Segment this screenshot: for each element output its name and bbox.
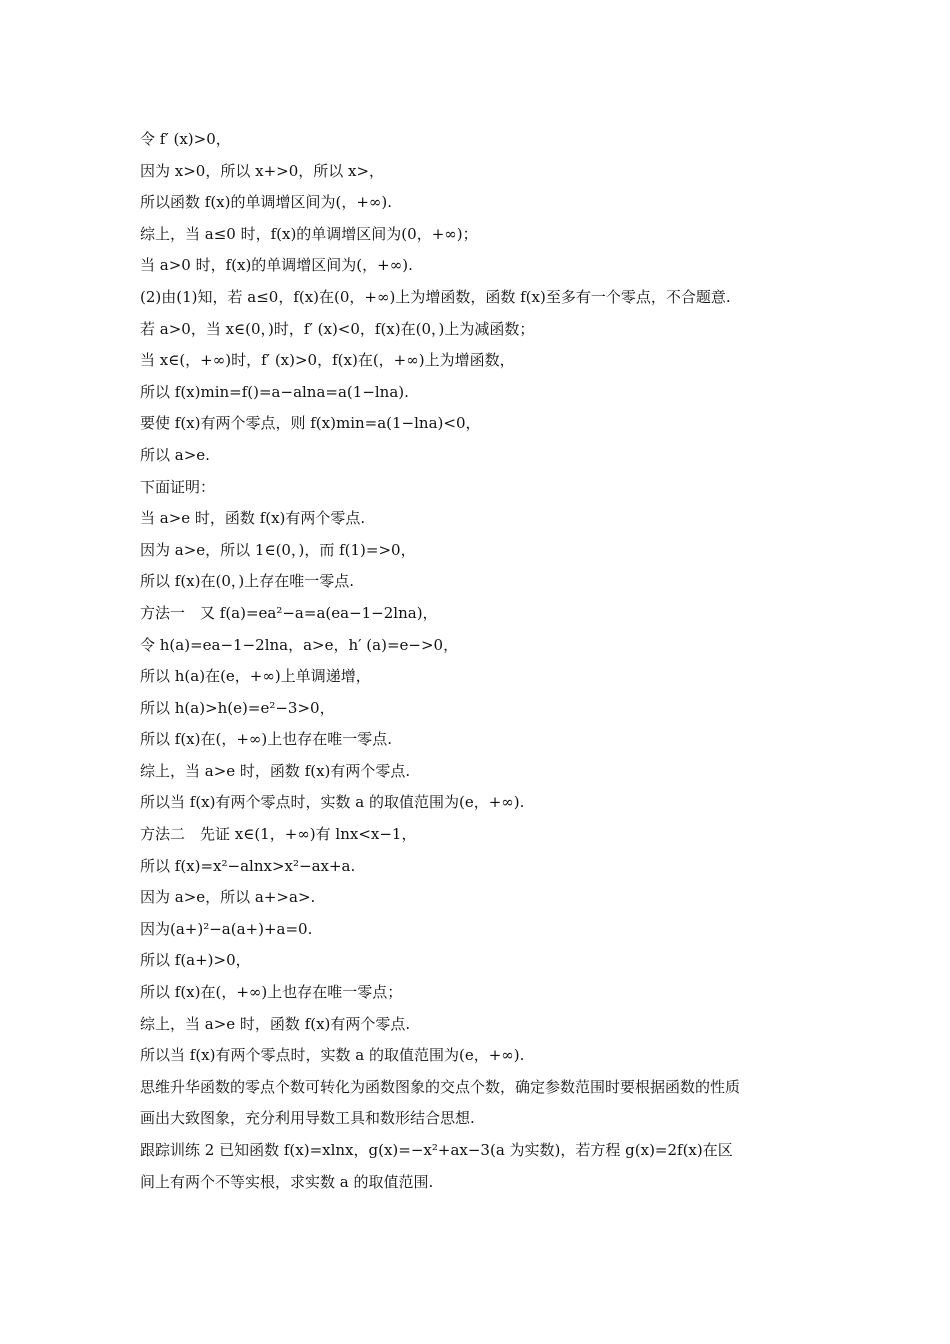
text-line: (2)由(1)知，若 a≤0，f(x)在(0，+∞)上为增函数，函数 f(x)至多有一个零点，不合题意. — [140, 287, 731, 306]
text-line: 当 a>0 时，f(x)的单调增区间为(，+∞). — [140, 256, 413, 275]
text-line: 思维升华函数的零点个数可转化为函数图象的交点个数，确定参数范围时要根据函数的性质 — [140, 1077, 741, 1096]
text-line: 令 h(a)=ea−1−2lna，a>e，h′ (a)=e−>0， — [140, 635, 459, 654]
text-line: 所以 h(a)在(e，+∞)上单调递增， — [140, 667, 371, 686]
text-line: 方法一 又 f(a)=ea²−a=a(ea−1−2lna)， — [140, 603, 438, 622]
text-line: 所以当 f(x)有两个零点时，实数 a 的取值范围为(e，+∞). — [140, 1046, 525, 1065]
text-line: 所以当 f(x)有两个零点时，实数 a 的取值范围为(e，+∞). — [140, 793, 525, 812]
text-line: 间上有两个不等实根，求实数 a 的取值范围. — [140, 1172, 434, 1191]
text-line: 当 x∈(，+∞)时，f′ (x)>0，f(x)在(，+∞)上为增函数， — [140, 351, 515, 370]
text-line: 所以 f(x)在(，+∞)上也存在唯一零点； — [140, 983, 403, 1002]
document-body — [140, 124, 820, 1198]
text-line: 所以 f(x)在(0，)上存在唯一零点. — [140, 572, 355, 591]
text-line: 因为 x>0，所以 x+>0，所以 x>， — [140, 161, 385, 180]
text-line: 方法二 先证 x∈(1，+∞)有 lnx<x−1， — [140, 825, 417, 844]
text-line: 因为 a>e，所以 1∈(0，)，而 f(1)=>0， — [140, 540, 416, 559]
text-line: 要使 f(x)有两个零点，则 f(x)min=a(1−lna)<0， — [140, 414, 481, 433]
text-line: 跟踪训练 2 已知函数 f(x)=xlnx，g(x)=−x²+ax−3(a 为实数)，若方程 g(x)=2f(x)在区 — [140, 1141, 733, 1159]
text-line: 综上，当 a≤0 时，f(x)的单调增区间为(0，+∞)； — [140, 224, 478, 243]
text-line: 若 a>0，当 x∈(0，)时，f′ (x)<0，f(x)在(0，)上为减函数； — [140, 319, 535, 338]
text-line: 当 a>e 时，函数 f(x)有两个零点. — [140, 509, 366, 528]
text-line: 因为 a>e，所以 a+>a>. — [140, 888, 316, 907]
text-line: 所以 f(x)=x²−alnx>x²−ax+a. — [140, 856, 356, 875]
text-line: 所以函数 f(x)的单调增区间为(，+∞). — [140, 193, 393, 212]
text-line: 因为(a+)²−a(a+)+a=0. — [140, 919, 313, 938]
text-line: 所以 f(x)min=f()=a−alna=a(1−lna). — [140, 382, 409, 401]
text-line: 所以 h(a)>h(e)=e²−3>0， — [140, 698, 335, 717]
text-line: 所以 a>e. — [140, 445, 210, 464]
text-line: 综上，当 a>e 时，函数 f(x)有两个零点. — [140, 761, 411, 780]
text-line: 下面证明： — [140, 477, 216, 496]
text-line: 令 f′ (x)>0， — [140, 130, 231, 148]
text-line: 画出大致图象，充分利用导数工具和数形结合思想. — [140, 1109, 475, 1128]
text-line: 综上，当 a>e 时，函数 f(x)有两个零点. — [140, 1014, 411, 1033]
text-line: 所以 f(x)在(，+∞)上也存在唯一零点. — [140, 730, 393, 749]
text-line: 所以 f(a+)>0， — [140, 951, 251, 970]
